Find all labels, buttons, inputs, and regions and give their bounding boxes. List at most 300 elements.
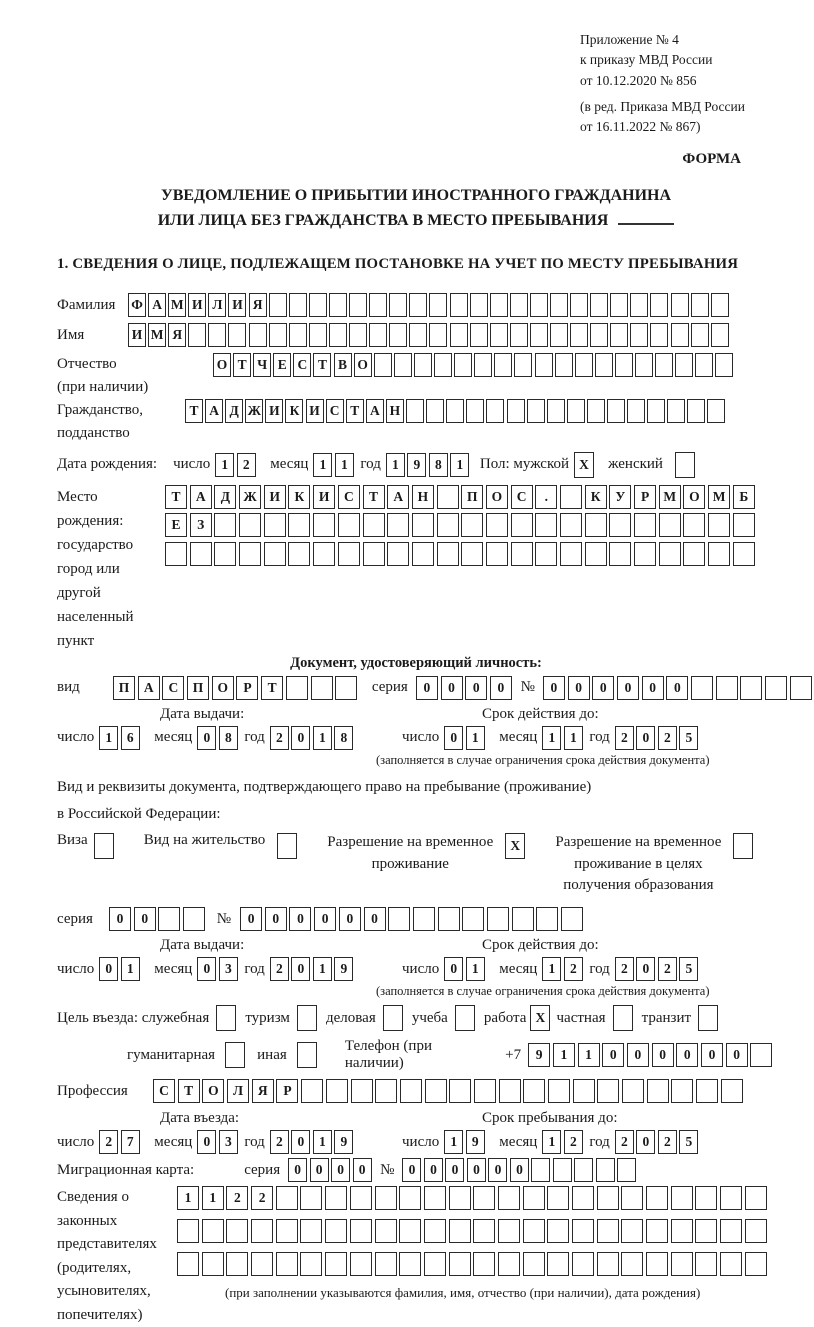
- form-cell[interactable]: М: [708, 485, 730, 509]
- form-cell[interactable]: [363, 513, 385, 537]
- form-cell[interactable]: [454, 353, 472, 377]
- form-cell[interactable]: [383, 1005, 403, 1031]
- form-cell[interactable]: С: [511, 485, 533, 509]
- form-cell[interactable]: [671, 1079, 693, 1103]
- form-cell[interactable]: [494, 353, 512, 377]
- form-cell[interactable]: Ж: [239, 485, 261, 509]
- form-cell[interactable]: 1: [215, 453, 234, 477]
- form-cell[interactable]: [561, 907, 583, 931]
- form-cell[interactable]: 1: [121, 957, 140, 981]
- form-cell[interactable]: Ж: [245, 399, 263, 423]
- form-cell[interactable]: [695, 1252, 717, 1276]
- form-cell[interactable]: [225, 1042, 245, 1068]
- doc-series-cells[interactable]: [416, 676, 515, 700]
- purpose-work-checkbox[interactable]: [530, 1005, 552, 1031]
- form-cell[interactable]: О: [486, 485, 508, 509]
- form-cell[interactable]: 1: [564, 726, 583, 750]
- form-cell[interactable]: [514, 353, 532, 377]
- form-cell[interactable]: 0: [636, 1130, 655, 1154]
- sex-female-checkbox[interactable]: [675, 452, 697, 478]
- res-series-cells[interactable]: [109, 907, 208, 931]
- visa-checkbox[interactable]: [94, 833, 116, 859]
- temp-residence-edu-checkbox[interactable]: [733, 833, 755, 859]
- form-cell[interactable]: [394, 353, 412, 377]
- form-cell[interactable]: Т: [363, 485, 385, 509]
- form-cell[interactable]: [437, 513, 459, 537]
- form-cell[interactable]: [338, 513, 360, 537]
- form-cell[interactable]: [511, 542, 533, 566]
- form-cell[interactable]: Р: [236, 676, 258, 700]
- birth-place-row2-cells[interactable]: [165, 513, 758, 537]
- form-cell[interactable]: 0: [134, 907, 156, 931]
- form-cell[interactable]: [627, 399, 645, 423]
- form-cell[interactable]: [765, 676, 787, 700]
- form-cell[interactable]: [375, 1219, 397, 1243]
- form-cell[interactable]: [499, 1079, 521, 1103]
- form-cell[interactable]: [313, 513, 335, 537]
- form-cell[interactable]: [610, 293, 628, 317]
- form-cell[interactable]: [523, 1252, 545, 1276]
- form-cell[interactable]: 1: [386, 453, 405, 477]
- form-cell[interactable]: [326, 1079, 348, 1103]
- form-cell[interactable]: [790, 676, 812, 700]
- form-cell[interactable]: 2: [270, 957, 289, 981]
- form-cell[interactable]: 2: [270, 726, 289, 750]
- form-cell[interactable]: [228, 323, 246, 347]
- form-cell[interactable]: 1: [313, 726, 332, 750]
- form-cell[interactable]: [659, 542, 681, 566]
- form-cell[interactable]: 0: [197, 1130, 216, 1154]
- form-cell[interactable]: [449, 1079, 471, 1103]
- form-cell[interactable]: [733, 542, 755, 566]
- form-cell[interactable]: [647, 399, 665, 423]
- form-cell[interactable]: 0: [424, 1158, 443, 1182]
- form-cell[interactable]: [647, 1079, 669, 1103]
- form-cell[interactable]: [650, 323, 668, 347]
- form-cell[interactable]: 0: [488, 1158, 507, 1182]
- birth-day-cells[interactable]: [215, 453, 258, 477]
- stay-day-cells[interactable]: [444, 1130, 487, 1154]
- form-cell[interactable]: [585, 513, 607, 537]
- doc-type-cells[interactable]: [113, 676, 360, 700]
- form-cell[interactable]: [671, 1252, 693, 1276]
- res-number-cells[interactable]: [240, 907, 586, 931]
- form-cell[interactable]: [276, 1186, 298, 1210]
- form-cell[interactable]: 0: [364, 907, 386, 931]
- form-cell[interactable]: [300, 1186, 322, 1210]
- form-cell[interactable]: [375, 1252, 397, 1276]
- form-cell[interactable]: М: [148, 323, 166, 347]
- entry-day-cells[interactable]: [99, 1130, 142, 1154]
- form-cell[interactable]: X: [530, 1005, 550, 1031]
- form-cell[interactable]: [466, 399, 484, 423]
- form-cell[interactable]: О: [212, 676, 234, 700]
- form-cell[interactable]: 2: [658, 957, 677, 981]
- form-cell[interactable]: [239, 513, 261, 537]
- res-valid-year-cells[interactable]: [615, 957, 701, 981]
- form-cell[interactable]: [425, 1079, 447, 1103]
- form-cell[interactable]: 0: [197, 957, 216, 981]
- form-cell[interactable]: Н: [386, 399, 404, 423]
- form-cell[interactable]: [438, 907, 460, 931]
- form-cell[interactable]: [487, 907, 509, 931]
- sex-male-checkbox[interactable]: [574, 452, 596, 478]
- form-cell[interactable]: [264, 513, 286, 537]
- mig-series-cells[interactable]: [288, 1158, 374, 1182]
- form-cell[interactable]: [507, 399, 525, 423]
- stay-month-cells[interactable]: [542, 1130, 585, 1154]
- form-cell[interactable]: [363, 542, 385, 566]
- form-cell[interactable]: [251, 1252, 273, 1276]
- form-cell[interactable]: 0: [467, 1158, 486, 1182]
- form-cell[interactable]: К: [585, 485, 607, 509]
- form-cell[interactable]: 2: [270, 1130, 289, 1154]
- form-cell[interactable]: [288, 542, 310, 566]
- form-cell[interactable]: 0: [416, 676, 438, 700]
- form-cell[interactable]: 1: [202, 1186, 224, 1210]
- form-cell[interactable]: [286, 676, 308, 700]
- form-cell[interactable]: X: [574, 452, 594, 478]
- form-cell[interactable]: 9: [407, 453, 426, 477]
- form-cell[interactable]: [409, 293, 427, 317]
- form-cell[interactable]: [424, 1186, 446, 1210]
- form-cell[interactable]: [449, 1252, 471, 1276]
- form-cell[interactable]: [264, 542, 286, 566]
- form-cell[interactable]: [388, 907, 410, 931]
- form-cell[interactable]: [572, 1252, 594, 1276]
- form-cell[interactable]: [550, 293, 568, 317]
- form-cell[interactable]: 1: [335, 453, 354, 477]
- form-cell[interactable]: [574, 1158, 593, 1182]
- purpose-study-checkbox[interactable]: [455, 1005, 477, 1031]
- form-cell[interactable]: [683, 542, 705, 566]
- form-cell[interactable]: И: [188, 293, 206, 317]
- form-cell[interactable]: [630, 293, 648, 317]
- form-cell[interactable]: [490, 323, 508, 347]
- form-cell[interactable]: [202, 1252, 224, 1276]
- form-cell[interactable]: 1: [542, 726, 561, 750]
- form-cell[interactable]: 0: [441, 676, 463, 700]
- form-cell[interactable]: [671, 323, 689, 347]
- form-cell[interactable]: 0: [291, 957, 310, 981]
- form-cell[interactable]: 0: [652, 1043, 674, 1067]
- form-cell[interactable]: [745, 1219, 767, 1243]
- form-cell[interactable]: 8: [334, 726, 353, 750]
- form-cell[interactable]: 0: [617, 676, 639, 700]
- form-cell[interactable]: [325, 1252, 347, 1276]
- form-cell[interactable]: 8: [219, 726, 238, 750]
- form-cell[interactable]: Л: [227, 1079, 249, 1103]
- form-cell[interactable]: 2: [99, 1130, 118, 1154]
- form-cell[interactable]: [188, 323, 206, 347]
- form-cell[interactable]: [338, 542, 360, 566]
- form-cell[interactable]: 0: [666, 676, 688, 700]
- form-cell[interactable]: [621, 1186, 643, 1210]
- form-cell[interactable]: [607, 399, 625, 423]
- form-cell[interactable]: П: [461, 485, 483, 509]
- form-cell[interactable]: [309, 293, 327, 317]
- form-cell[interactable]: Д: [214, 485, 236, 509]
- form-cell[interactable]: 0: [568, 676, 590, 700]
- form-cell[interactable]: [530, 323, 548, 347]
- id-issue-day-cells[interactable]: [99, 726, 142, 750]
- form-cell[interactable]: 8: [429, 453, 448, 477]
- form-cell[interactable]: [297, 1042, 317, 1068]
- form-cell[interactable]: И: [128, 323, 146, 347]
- form-cell[interactable]: 0: [642, 676, 664, 700]
- form-cell[interactable]: [716, 676, 738, 700]
- form-cell[interactable]: 5: [679, 726, 698, 750]
- form-cell[interactable]: [691, 323, 709, 347]
- form-cell[interactable]: [695, 353, 713, 377]
- res-issue-month-cells[interactable]: [197, 957, 240, 981]
- res-valid-day-cells[interactable]: [444, 957, 487, 981]
- form-cell[interactable]: Д: [225, 399, 243, 423]
- form-cell[interactable]: [486, 542, 508, 566]
- form-cell[interactable]: 0: [240, 907, 262, 931]
- form-cell[interactable]: [597, 1219, 619, 1243]
- form-cell[interactable]: [646, 1252, 668, 1276]
- form-cell[interactable]: Б: [733, 485, 755, 509]
- legal-reps-row1-cells[interactable]: [177, 1186, 770, 1210]
- form-cell[interactable]: 2: [564, 957, 583, 981]
- form-cell[interactable]: [350, 1219, 372, 1243]
- form-cell[interactable]: 1: [542, 1130, 561, 1154]
- form-cell[interactable]: [609, 513, 631, 537]
- form-cell[interactable]: [531, 1158, 550, 1182]
- form-cell[interactable]: [414, 353, 432, 377]
- form-cell[interactable]: [400, 1079, 422, 1103]
- form-cell[interactable]: [527, 399, 545, 423]
- form-cell[interactable]: [585, 542, 607, 566]
- form-cell[interactable]: Р: [634, 485, 656, 509]
- purpose-official-checkbox[interactable]: [216, 1005, 238, 1031]
- form-cell[interactable]: [450, 323, 468, 347]
- form-cell[interactable]: [535, 513, 557, 537]
- form-cell[interactable]: [461, 513, 483, 537]
- id-issue-year-cells[interactable]: [270, 726, 356, 750]
- form-cell[interactable]: 0: [331, 1158, 350, 1182]
- form-cell[interactable]: 0: [291, 726, 310, 750]
- form-cell[interactable]: [251, 1219, 273, 1243]
- name-cells[interactable]: [128, 323, 731, 347]
- form-cell[interactable]: К: [285, 399, 303, 423]
- form-cell[interactable]: [349, 293, 367, 317]
- form-cell[interactable]: [351, 1079, 373, 1103]
- form-cell[interactable]: [548, 1079, 570, 1103]
- form-cell[interactable]: [437, 485, 459, 509]
- form-cell[interactable]: [597, 1252, 619, 1276]
- form-cell[interactable]: [369, 293, 387, 317]
- form-cell[interactable]: [309, 323, 327, 347]
- form-cell[interactable]: Р: [276, 1079, 298, 1103]
- form-cell[interactable]: [635, 353, 653, 377]
- surname-cells[interactable]: [128, 293, 731, 317]
- form-cell[interactable]: [311, 676, 333, 700]
- form-cell[interactable]: 0: [109, 907, 131, 931]
- form-cell[interactable]: 0: [99, 957, 118, 981]
- form-cell[interactable]: 2: [658, 1130, 677, 1154]
- purpose-transit-checkbox[interactable]: [698, 1005, 720, 1031]
- form-cell[interactable]: [486, 513, 508, 537]
- form-cell[interactable]: Т: [346, 399, 364, 423]
- form-cell[interactable]: 3: [219, 1130, 238, 1154]
- form-cell[interactable]: [667, 399, 685, 423]
- form-cell[interactable]: [461, 542, 483, 566]
- form-cell[interactable]: Я: [168, 323, 186, 347]
- form-cell[interactable]: [573, 1079, 595, 1103]
- form-cell[interactable]: [550, 323, 568, 347]
- form-cell[interactable]: Е: [273, 353, 291, 377]
- form-cell[interactable]: [269, 323, 287, 347]
- form-cell[interactable]: [733, 513, 755, 537]
- form-cell[interactable]: [335, 676, 357, 700]
- form-cell[interactable]: [695, 1219, 717, 1243]
- form-cell[interactable]: 0: [402, 1158, 421, 1182]
- entry-year-cells[interactable]: [270, 1130, 356, 1154]
- form-cell[interactable]: [547, 1186, 569, 1210]
- form-cell[interactable]: [413, 907, 435, 931]
- form-cell[interactable]: [470, 293, 488, 317]
- form-cell[interactable]: Т: [261, 676, 283, 700]
- form-cell[interactable]: [202, 1219, 224, 1243]
- form-cell[interactable]: [426, 399, 444, 423]
- form-cell[interactable]: 0: [592, 676, 614, 700]
- form-cell[interactable]: 2: [615, 1130, 634, 1154]
- form-cell[interactable]: [720, 1252, 742, 1276]
- birth-place-row3-cells[interactable]: [165, 542, 758, 566]
- form-cell[interactable]: [412, 542, 434, 566]
- form-cell[interactable]: 0: [444, 957, 463, 981]
- form-cell[interactable]: [434, 353, 452, 377]
- form-cell[interactable]: [276, 1252, 298, 1276]
- form-cell[interactable]: [671, 1186, 693, 1210]
- form-cell[interactable]: К: [288, 485, 310, 509]
- form-cell[interactable]: [511, 513, 533, 537]
- form-cell[interactable]: [707, 399, 725, 423]
- form-cell[interactable]: З: [190, 513, 212, 537]
- form-cell[interactable]: [597, 1186, 619, 1210]
- form-cell[interactable]: [547, 1219, 569, 1243]
- form-cell[interactable]: 0: [288, 1158, 307, 1182]
- form-cell[interactable]: [288, 513, 310, 537]
- form-cell[interactable]: [555, 353, 573, 377]
- form-cell[interactable]: [570, 323, 588, 347]
- legal-reps-row3-cells[interactable]: [177, 1252, 770, 1276]
- citizenship-cells[interactable]: [185, 399, 728, 423]
- form-cell[interactable]: 0: [701, 1043, 723, 1067]
- form-cell[interactable]: [671, 1219, 693, 1243]
- form-cell[interactable]: 1: [466, 726, 485, 750]
- form-cell[interactable]: [369, 323, 387, 347]
- form-cell[interactable]: Т: [165, 485, 187, 509]
- form-cell[interactable]: О: [202, 1079, 224, 1103]
- form-cell[interactable]: 0: [636, 957, 655, 981]
- form-cell[interactable]: [409, 323, 427, 347]
- form-cell[interactable]: [590, 293, 608, 317]
- form-cell[interactable]: [695, 1186, 717, 1210]
- form-cell[interactable]: 1: [542, 957, 561, 981]
- form-cell[interactable]: 0: [510, 1158, 529, 1182]
- form-cell[interactable]: Т: [233, 353, 251, 377]
- form-cell[interactable]: .: [535, 485, 557, 509]
- res-issue-year-cells[interactable]: [270, 957, 356, 981]
- form-cell[interactable]: [691, 293, 709, 317]
- form-cell[interactable]: [389, 323, 407, 347]
- form-cell[interactable]: Н: [412, 485, 434, 509]
- form-cell[interactable]: [450, 293, 468, 317]
- form-cell[interactable]: [313, 542, 335, 566]
- form-cell[interactable]: [595, 353, 613, 377]
- entry-month-cells[interactable]: [197, 1130, 240, 1154]
- form-cell[interactable]: 9: [466, 1130, 485, 1154]
- profession-cells[interactable]: [153, 1079, 746, 1103]
- form-cell[interactable]: [615, 353, 633, 377]
- form-cell[interactable]: [406, 399, 424, 423]
- form-cell[interactable]: [449, 1186, 471, 1210]
- purpose-other-checkbox[interactable]: [297, 1042, 319, 1068]
- form-cell[interactable]: [740, 676, 762, 700]
- form-cell[interactable]: [375, 1186, 397, 1210]
- form-cell[interactable]: [474, 353, 492, 377]
- form-cell[interactable]: 5: [679, 957, 698, 981]
- form-cell[interactable]: 2: [615, 726, 634, 750]
- form-cell[interactable]: [300, 1252, 322, 1276]
- form-cell[interactable]: Т: [185, 399, 203, 423]
- form-cell[interactable]: [350, 1252, 372, 1276]
- form-cell[interactable]: И: [313, 485, 335, 509]
- mig-number-cells[interactable]: [402, 1158, 639, 1182]
- form-cell[interactable]: 1: [450, 453, 469, 477]
- form-cell[interactable]: [446, 399, 464, 423]
- id-valid-day-cells[interactable]: [444, 726, 487, 750]
- form-cell[interactable]: [165, 542, 187, 566]
- form-cell[interactable]: 2: [658, 726, 677, 750]
- form-cell[interactable]: 0: [314, 907, 336, 931]
- form-cell[interactable]: 0: [291, 1130, 310, 1154]
- form-cell[interactable]: [214, 513, 236, 537]
- form-cell[interactable]: [329, 323, 347, 347]
- form-cell[interactable]: [289, 323, 307, 347]
- form-cell[interactable]: [512, 907, 534, 931]
- form-cell[interactable]: [325, 1219, 347, 1243]
- form-cell[interactable]: [277, 833, 297, 859]
- form-cell[interactable]: [208, 323, 226, 347]
- form-cell[interactable]: 9: [334, 957, 353, 981]
- form-cell[interactable]: А: [366, 399, 384, 423]
- form-cell[interactable]: [572, 1186, 594, 1210]
- form-cell[interactable]: 1: [313, 1130, 332, 1154]
- form-cell[interactable]: [547, 1252, 569, 1276]
- form-cell[interactable]: У: [609, 485, 631, 509]
- birth-month-cells[interactable]: [313, 453, 356, 477]
- form-cell[interactable]: [329, 293, 347, 317]
- form-cell[interactable]: [567, 399, 585, 423]
- form-cell[interactable]: [621, 1219, 643, 1243]
- form-cell[interactable]: [711, 323, 729, 347]
- form-cell[interactable]: [226, 1252, 248, 1276]
- form-cell[interactable]: А: [205, 399, 223, 423]
- form-cell[interactable]: И: [228, 293, 246, 317]
- form-cell[interactable]: М: [168, 293, 186, 317]
- form-cell[interactable]: 0: [726, 1043, 748, 1067]
- form-cell[interactable]: 0: [197, 726, 216, 750]
- form-cell[interactable]: М: [659, 485, 681, 509]
- form-cell[interactable]: [621, 1252, 643, 1276]
- form-cell[interactable]: [510, 293, 528, 317]
- form-cell[interactable]: С: [293, 353, 311, 377]
- form-cell[interactable]: [646, 1186, 668, 1210]
